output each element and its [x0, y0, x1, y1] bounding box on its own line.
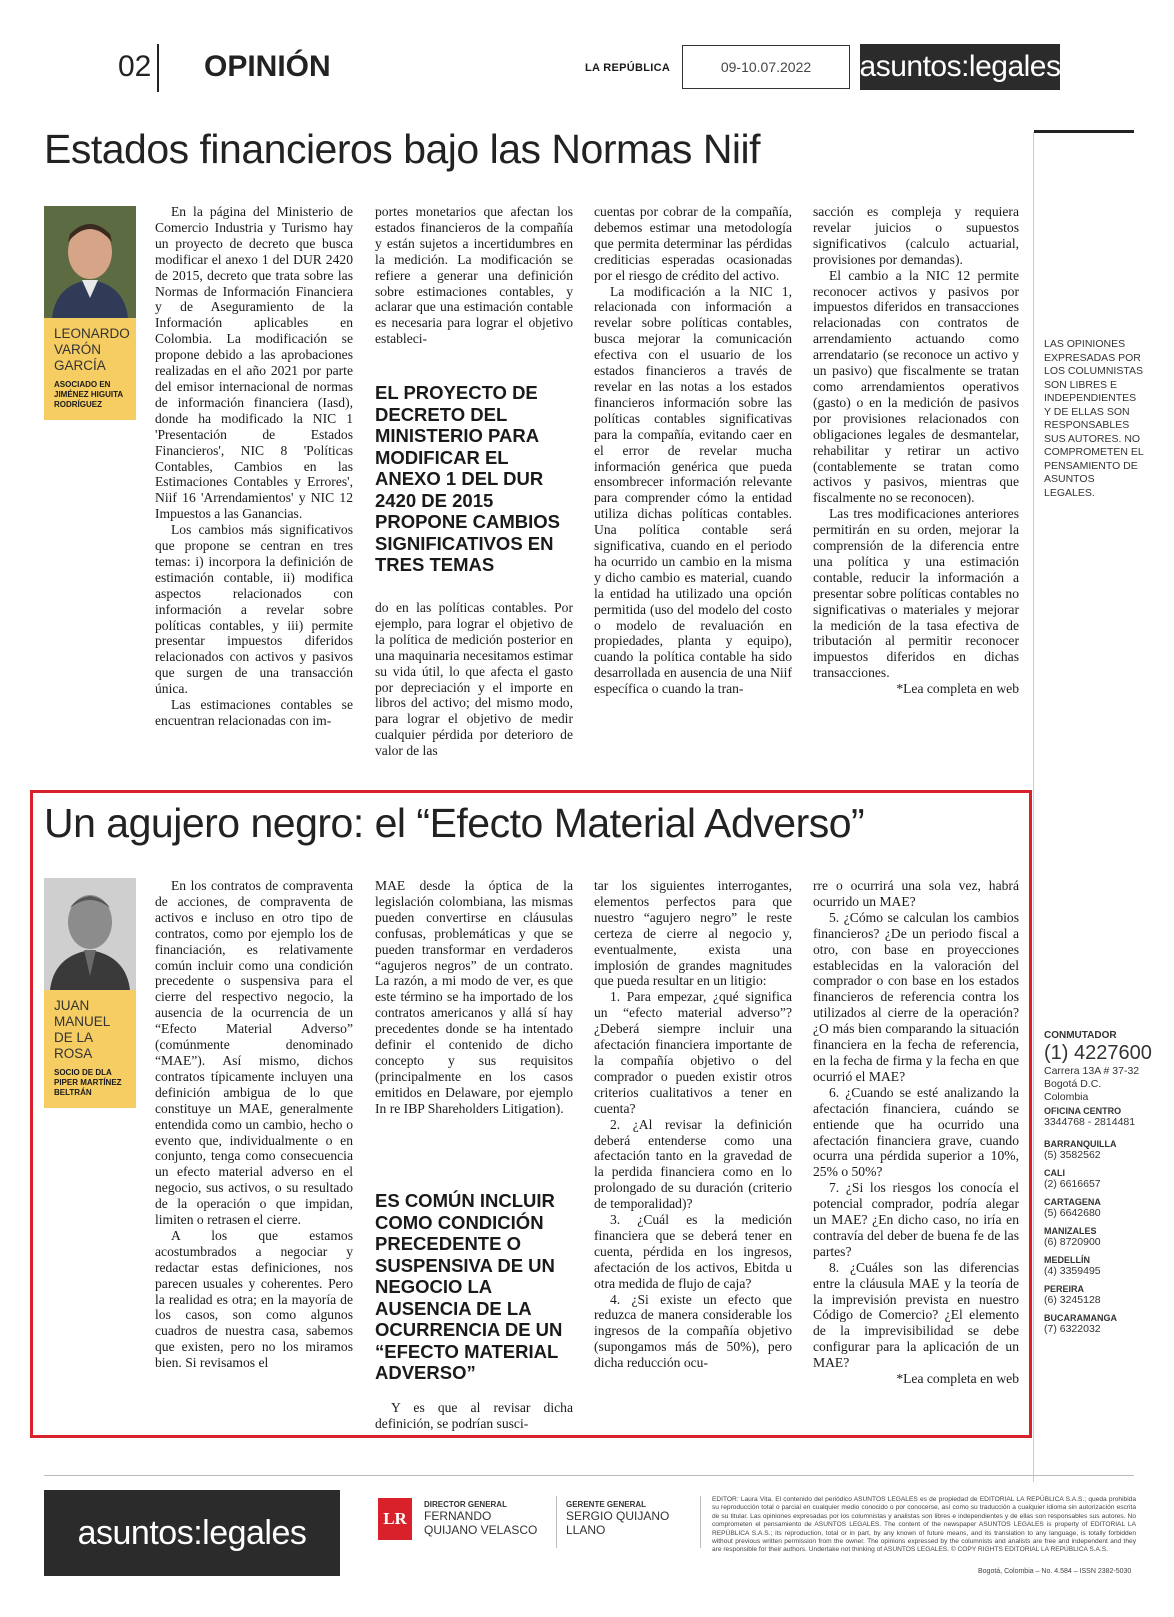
- paragraph: La modificación a la NIC 1, relacionada con información a revelar sobre políticas contables, busca mejorar la comunicación efectiva con el usuario de los estados financieros a través de revelar en las notas a los estados financieros información sobre las políticas contables significativas para la compañía, evitando caer en el error de revelar mucha información genérica que pueda ensombrecer información relevante para comprender cómo la entidad utiliza dichas políticas contables. Una política contable será significativa, cuando en el periodo ha ocurrido un cambio en la misma y dicho cambio es material, cuando la entidad ha utilizado una opción permitida (uso del modelo del costo o modelo de revaluación en propiedades, planta y equipo), cuando la política contable ha sido desarrollada en ausencia de una Niif específica o cuando la tran-: [594, 283, 792, 697]
- author-role: SOCIO DE DLA PIPER MARTÍNEZ BELTRÁN: [54, 1068, 122, 1097]
- paragraph: do en las políticas contables. Por ejemplo, para lograr el objetivo de la política de medición posterior en una maquinaria necesitamos estimar su vida útil, lo que afecta el gasto por depreciación y el importe en libros del activo; del mismo modo, para lograr el objetivo de medir cualquier pérdida por deterioro de valor de las: [375, 600, 573, 759]
- sidebar-divider: [1033, 132, 1034, 1482]
- paragraph: tar los siguientes interrogantes, elementos perfectos para que nuestro “agujero negro” le reste certeza de cierre al negocio y, eventualmente, exista una implosión de grandes magnitudes que pueda resultar en un litigio:: [594, 878, 792, 989]
- article-1-column-4: [813, 204, 1019, 697]
- paragraph: 4. ¿Si existe un efecto que reduzca de manera considerable los ingresos de la compañía objetivo (supongamos más de 50%), pero dicha reducción ocu-: [594, 1291, 792, 1371]
- paragraph: rre o ocurrirá una sola vez, habrá ocurrido un MAE?: [813, 878, 1019, 909]
- article-2-author: [44, 878, 136, 1108]
- author-photo: [44, 206, 136, 318]
- footer-divider: [700, 1496, 701, 1548]
- paragraph: cuentas por cobrar de la compañía, debemos estimar una metodología que permita determinar las pérdidas crediticias esperadas ocasionadas por el riesgo de crédito del activo.: [594, 204, 792, 283]
- article-2-pull-quote: ES COMÚN INCLUIR COMO CONDICIÓN PRECEDENTE O SUSPENSIVA DE UN NEGOCIO LA AUSENCIA DE LA OCURRENCIA DE UN “EFECTO MATERIAL ADVERSO”: [375, 1190, 563, 1383]
- read-more-link[interactable]: *Lea completa en web: [896, 681, 1019, 697]
- article-1-title: Estados financieros bajo las Normas Niif: [44, 126, 761, 172]
- paragraph: 7. ¿Si los riesgos los conocía el potencial comprador, podría alegar un MAE? ¿En dicho caso, no iría en contravía del deber de buena fe de las partes?: [813, 1180, 1019, 1259]
- city-name: MEDELLÍN: [1044, 1255, 1090, 1265]
- article-2-column-2: [375, 878, 573, 1117]
- disclaimer-note: LAS OPINIONES EXPRESADAS POR LOS COLUMNISTAS SON LIBRES E INDEPENDIENTES Y DE ELLAS SON RESPONSABLES SUS AUTORES. NO COMPROMETEN EL PENSAMIENTO DE ASUNTOS LEGALES.: [1044, 338, 1144, 499]
- director-block: [424, 1500, 544, 1537]
- paragraph: A los que estamos acostumbrados a negociar y redactar estas definiciones, nos parecen usuales y coherentes. Pero la realidad es otra; en la mayoría de los casos, son como algunos cuadros de nuestra casa, sabemos que existen, pero no los miramos bien. Si revisamos el: [155, 1227, 353, 1371]
- director-title: DIRECTOR GENERAL: [424, 1500, 507, 1509]
- city-name: MANIZALES: [1044, 1226, 1097, 1236]
- article-1-column-3: [594, 204, 792, 697]
- city-phone: (5) 3582562: [1044, 1149, 1101, 1161]
- paragraph: Las tres modificaciones anteriores permitirán en su orden, mejorar la comprensión de la diferencia entre una política y una estimación contable, reducir la información a presentar sobre políticas contables no significativas o materiales y mejorar la medición de la tasa efectiva de tributación al permitir reconocer impuestos diferidos en dichas transacciones.: [813, 506, 1019, 681]
- office-phone: 3344768 - 2814481: [1044, 1116, 1136, 1128]
- article-1-column-1: [155, 204, 353, 729]
- city-phone: (4) 3359495: [1044, 1265, 1101, 1277]
- paragraph: 8. ¿Cuáles son las diferencias entre la cláusula MAE y la teoría de la imprevisión prevista en nuestro Código de Comercio? ¿El elemento de la imprevisibilidad se debe configurar para la aplicación de un MAE?: [813, 1259, 1019, 1371]
- city-list: [1044, 1139, 1154, 1336]
- article-2-column-1: [155, 878, 353, 1371]
- city-phone: (7) 6322032: [1044, 1323, 1101, 1335]
- footer-brand-logo: asuntos:legales: [44, 1490, 340, 1576]
- article-1-pull-quote: EL PROYECTO DE DECRETO DEL MINISTERIO PARA MODIFICAR EL ANEXO 1 DEL DUR 2420 DE 2015 PROPONE CAMBIOS SIGNIFICATIVOS EN TRES TEMAS: [375, 382, 561, 575]
- paragraph: Las estimaciones contables se encuentran relacionadas con im-: [155, 697, 353, 728]
- switchboard-phone: (1) 4227600: [1044, 1042, 1152, 1064]
- paragraph: MAE desde la óptica de la legislación colombiana, las mismas pueden convertirse en cláusulas confusas, problemáticas y que se pueden transformar en verdaderos “agujeros negros” de un contrato. La razón, a mi modo de ver, es que este término se ha importado de los contratos americanos y allá sí hay precedentes donde se ha intentado definir el contenido de dicho concepto y sus requisitos (principalmente en los casos emitidos en Delaware, por ejemplo In re IBP Shareholders Litigation).: [375, 878, 573, 1116]
- footer-divider: [556, 1496, 557, 1548]
- city-name: CALI: [1044, 1168, 1065, 1178]
- paragraph: El cambio a la NIC 12 permite reconocer activos y pasivos por impuestos diferidos en transacciones relacionadas con contratos de arrendamiento actuando como arrendatario (se reconoce un activo y un pasivo) que fiscalmente se tratan como arrendamientos operativos (gasto) o en la medición de pasivos por provisiones relacionados con obligaciones legales de desmantelar, rehabilitar y retirar un activo (contablemente se tratan como activos y pasivos, mientras que fiscalmente no se reconocen).: [813, 267, 1019, 506]
- article-1-column-2-bottom: [375, 600, 573, 759]
- header-divider: [157, 44, 159, 92]
- issue-date: 09-10.07.2022: [682, 45, 850, 89]
- footer-rule: [44, 1475, 1134, 1476]
- newspaper-name: LA REPÚBLICA: [585, 62, 671, 74]
- author-card: [44, 990, 136, 1108]
- paragraph: 5. ¿Cómo se calculan los cambios financieros? ¿De un periodo fiscal a otro, con base en proyecciones establecidas en la valoración del comprador o con base en los estados financieros de referencia contra los utilizados al cierre de la operación? ¿O más bien comparando la situación financiera en la fecha de referencia, en la fecha de firma y la fecha en que ocurrió el MAE?: [813, 909, 1019, 1084]
- paragraph: 1. Para empezar, ¿qué significa un “efecto material adverso”? ¿Deberá siempre incluir una afectación financiera importante de la compañía objetivo o del comprador o pueden existir otros criterios cualitativos a tener en cuenta?: [594, 989, 792, 1116]
- city-phone: (6) 8720900: [1044, 1236, 1101, 1248]
- article-2-column-2-bottom: [375, 1400, 573, 1432]
- author-portrait-icon: [44, 878, 136, 990]
- paragraph: 2. ¿Al revisar la definición deberá entenderse como una afectación tanto en la gravedad de la perdida financiera como en lo prolongado de su duración (criterio de temporalidad)?: [594, 1116, 792, 1212]
- sidebar-top-rule: [1034, 130, 1134, 133]
- legal-notice: EDITOR: Laura Vita. El contenido del periódico ASUNTOS LEGALES es de propiedad de EDITORIAL LA REPÚBLICA S.A.S.; queda prohibida su reproducción total o parcial en cualquier medio conocido o por conocerse, así como su traducción a cualquier idioma sin autorización escrita de su titular. Las opiniones expresadas por los columnistas y analistas son libres e independientes y de ellas son responsables sus autores. No comprometen el pensamiento de ASUNTOS LEGALES. The content of the newspaper ASUNTOS LEGALES is property of EDITORIAL LA REPÚBLICA S.A.S.; its reproduction, total or in part, by any known of future means, and its translation to any language, is totally forbidden without previous written permission from the owner. The opinions expressed by the columnists and analists are free and independent and they are responsible for their authors. Undertake not thinking of ASUNTOS LEGALES. © COPY RIGHTS EDITORIAL LA REPÚBLICA S.A.S.: [712, 1496, 1136, 1554]
- city-name: CARTAGENA: [1044, 1197, 1101, 1207]
- author-card: [44, 318, 136, 420]
- director-name: FERNANDO QUIJANO VELASCO: [424, 1509, 538, 1537]
- office-label: OFICINA CENTRO: [1044, 1106, 1122, 1116]
- manager-name: SERGIO QUIJANO LLANO: [566, 1509, 670, 1537]
- city-phone: (6) 3245128: [1044, 1294, 1101, 1306]
- contact-label: CONMUTADOR: [1044, 1030, 1117, 1041]
- author-photo: [44, 878, 136, 990]
- article-2-column-3: [594, 878, 792, 1371]
- address-line: Carrera 13A # 37-32: [1044, 1065, 1140, 1077]
- paragraph: En la página del Ministerio de Comercio Industria y Turismo hay un proyecto de decreto que busca modificar el anexo 1 del DUR 2420 de 2015, decreto que trata sobre las Normas de Información Financiera y de Aseguramiento de la Información aplicables en Colombia. La modificación se propone debido a las aprobaciones realizadas en el año 2021 por parte del emisor internacional de normas de información financiera (Iasd), donde ha modificado la NIC 1 'Presentación de Estados Financieros', NIC 8 'Políticas Contables, Cambios en las Estimaciones Contables y Errores', Niif 16 'Arrendamientos' y NIC 12 Impuestos a las Ganancias.: [155, 204, 353, 522]
- city-name: PEREIRA: [1044, 1284, 1085, 1294]
- contact-block: [1044, 1030, 1154, 1336]
- paragraph: 3. ¿Cuál es la medición financiera que se deberá tener en cuenta, pérdida en los ingresos, afectación de los activos, Ebitda u otra medida de flujo de caja?: [594, 1212, 792, 1291]
- city-phone: (5) 6642680: [1044, 1207, 1101, 1219]
- article-1-author: [44, 206, 136, 420]
- lr-logo-icon: LR: [378, 1498, 412, 1540]
- author-portrait-icon: [44, 206, 136, 318]
- paragraph: portes monetarios que afectan los estados financieros de la compañía y están sujetos a incertidumbres en la medición. La modificación se refiere a generar una definición sobre estimaciones contables, y aclarar que una estimación contable es necesaria para lograr el objetivo estableci-: [375, 204, 573, 347]
- author-name: LEONARDO VARÓN GARCÍA: [54, 326, 130, 373]
- author-name: JUAN MANUEL DE LA ROSA: [54, 998, 110, 1061]
- manager-block: [566, 1500, 686, 1537]
- paragraph: 6. ¿Cuando se esté analizando la afectación financiera, cuándo se entiende que ha ocurrido una afectación financiera grave, cuando ocurra una pérdida superior a 10%, 25% o 50%?: [813, 1084, 1019, 1180]
- paragraph: sacción es compleja y requiera revelar juicios o supuestos significativos (calculo actuarial, provisiones por demandas).: [813, 204, 1019, 267]
- manager-title: GERENTE GENERAL: [566, 1500, 647, 1509]
- read-more-link[interactable]: *Lea completa en web: [896, 1371, 1019, 1387]
- address-line: Bogotá D.C.: [1044, 1078, 1102, 1090]
- page-number: 02: [118, 50, 152, 83]
- author-role: ASOCIADO EN JIMÉNEZ HIGUITA RODRÍGUEZ: [54, 380, 123, 409]
- brand-logo: asuntos:legales: [860, 44, 1060, 90]
- paragraph: En los contratos de compraventa de acciones, de compraventa de activos e incluso en otro tipo de contratos, como por ejemplo los de financiación, es relativamente común incluir como una condición precedente o suspensiva para el cierre del respectivo negocio, la ausencia de la ocurrencia de un “Efecto Material Adverso” (comúnmente denominado “MAE”). Así mismo, dichos contratos típicamente incluyen una definición ambigua de lo que constituye un MAE, generalmente entendida como un cambio, hecho o evento que, individualmente o en conjunto, tenga como consecuencia un efecto material adverso en el negocio, sus activos, o su resultado de la operación o que impidan, limiten o retrasen el cierre.: [155, 878, 353, 1228]
- article-2-column-4: [813, 878, 1019, 1387]
- article-2-title: Un agujero negro: el “Efecto Material Adverso”: [44, 800, 865, 846]
- city-name: BUCARAMANGA: [1044, 1313, 1117, 1323]
- address-line: Colombia: [1044, 1091, 1089, 1103]
- city-phone: (2) 6616657: [1044, 1178, 1101, 1190]
- paragraph: Y es que al revisar dicha definición, se podrían susci-: [375, 1400, 573, 1431]
- issue-info: Bogotá, Colombia – No. 4.584 – ISSN 2382-5030: [978, 1568, 1132, 1575]
- paragraph: Los cambios más significativos que propone se centran en tres temas: i) incorpora la definición de estimación contable, ii) modifica aspectos relacionados con información a revelar sobre políticas contables, y iii) permite presentar impuestos diferidos relacionados con activos y pasivos que surgen de una transacción única.: [155, 522, 353, 697]
- city-name: BARRANQUILLA: [1044, 1139, 1117, 1149]
- article-1-column-2: [375, 204, 573, 347]
- section-title: OPINIÓN: [204, 50, 331, 83]
